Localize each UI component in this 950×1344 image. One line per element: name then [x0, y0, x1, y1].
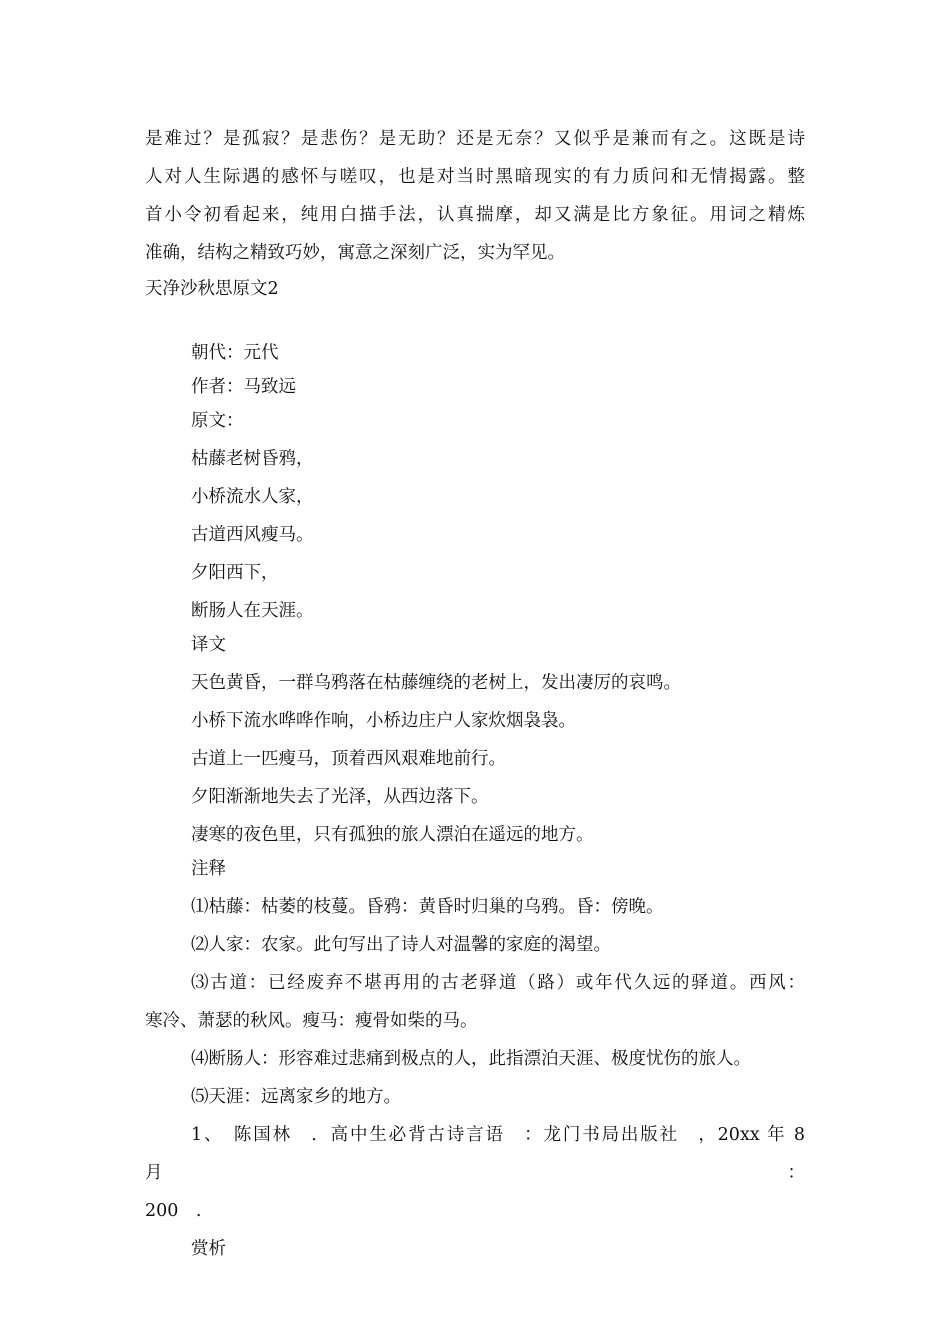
translation-line: 凄寒的夜色里，只有孤独的旅人漂泊在遥远的地方。	[191, 825, 594, 845]
paragraph-line: 是难过？是孤寂？是悲伤？是无助？还是无奈？又似乎是兼而有之。这既是诗	[145, 129, 805, 149]
poem-line: 小桥流水人家，	[191, 487, 314, 507]
section-title: 天净沙秋思原文2	[145, 279, 279, 299]
appreciation-heading: 赏析	[191, 1239, 226, 1259]
dynasty-line: 朝代：元代	[191, 343, 279, 363]
note-line: ⑵人家：农家。此句写出了诗人对温馨的家庭的渴望。	[191, 935, 611, 955]
poem-line: 断肠人在天涯。	[191, 601, 314, 621]
poem-line: 夕阳西下，	[191, 563, 279, 583]
notes-heading: 注释	[191, 859, 226, 879]
poem-line: 枯藤老树昏鸦，	[191, 449, 314, 469]
note-line: ⑸天涯：远离家乡的地方。	[191, 1087, 401, 1107]
author-line: 作者：马致远	[191, 377, 296, 397]
translation-heading: 译文	[191, 635, 226, 655]
translation-line: 古道上一匹瘦马，顶着西风艰难地前行。	[191, 749, 506, 769]
note-line: 寒冷、萧瑟的秋风。瘦马：瘦骨如柴的马。	[145, 1011, 478, 1031]
paragraph-line: 人对人生际遇的感怀与嗟叹，也是对当时黑暗现实的有力质问和无情揭露。整	[145, 167, 805, 187]
translation-line: 天色黄昏，一群乌鸦落在枯藤缠绕的老树上，发出凄厉的哀鸣。	[191, 673, 681, 693]
paragraph-line: 首小令初看起来，纯用白描手法，认真揣摩，却又满是比方象征。用词之精炼	[145, 205, 805, 225]
paragraph-line: 准确，结构之精致巧妙，寓意之深刻广泛，实为罕见。	[145, 243, 565, 263]
original-label: 原文：	[191, 411, 244, 431]
note-line: ⑴枯藤：枯萎的枝蔓。昏鸦：黄昏时归巢的乌鸦。昏：傍晚。	[191, 897, 664, 917]
document-body	[145, 120, 805, 1268]
translation-line: 小桥下流水哗哗作响，小桥边庄户人家炊烟袅袅。	[191, 711, 576, 731]
poem-line: 古道西风瘦马。	[191, 525, 314, 545]
reference-line: 1、 陈国林 ．高中生必背古诗言语 ：龙门书局出版社 ，20xx 年 8 月 ：	[145, 1125, 805, 1183]
note-line: ⑷断肠人：形容难过悲痛到极点的人，此指漂泊天涯、极度忧伤的旅人。	[191, 1049, 751, 1069]
note-line: ⑶古道：已经废弃不堪再用的古老驿道（路）或年代久远的驿道。西风：	[191, 973, 805, 993]
reference-line: 200 .	[145, 1201, 202, 1221]
translation-line: 夕阳渐渐地失去了光泽，从西边落下。	[191, 787, 489, 807]
